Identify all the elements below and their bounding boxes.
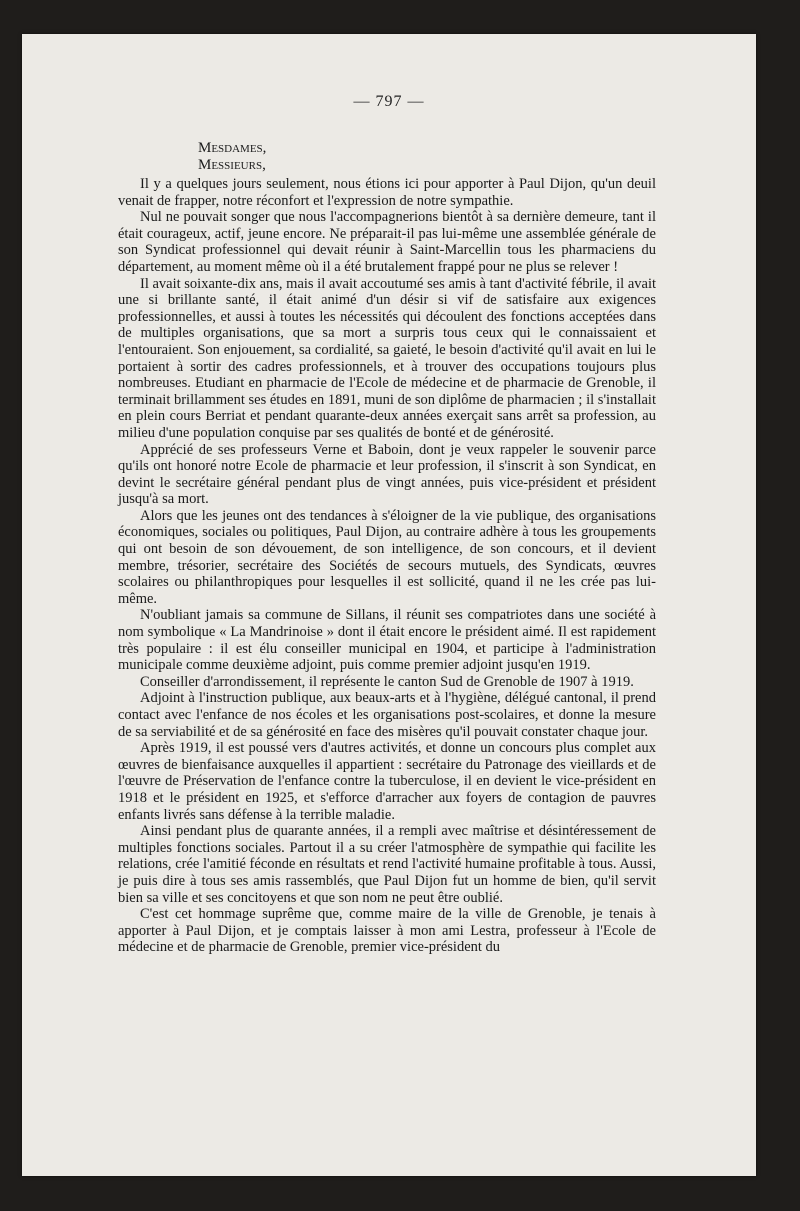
paragraph: Nul ne pouvait songer que nous l'accompagnerions bientôt à sa dernière demeure, tant il était courageux, actif, jeune encore. Ne préparait-il pas lui-même une assemblée générale de son Syndicat professionnel qui devait réunir à Saint-Marcellin tous les pharmaciens du département, au moment même où il a été brutalement frappé pour ne plus se relever !	[118, 209, 656, 275]
paragraph: Il avait soixante-dix ans, mais il avait accoutumé ses amis à tant d'activité fébrile, il avait une si brillante santé, il était animé d'un désir si vif de satisfaire aux exigences professionnelles, et aussi à toutes les nécessités qui découlent des fonctions acceptées dans de multiples organisations, que sa mort a surpris tous ceux qui le connaissaient et l'entouraient. Son enjouement, sa cordialité, sa gaieté, le besoin d'activité qu'il avait en lui le portaient à sortir des cadres professionnels, et à trouver des occupations toujours plus nombreuses. Etudiant en pharmacie de l'Ecole de médecine et de pharmacie de Grenoble, il terminait brillamment ses études en 1891, muni de son diplôme de pharmacien ; il s'installait en plein cours Berriat et pendant quarante-deux années exerçait sans arrêt sa profession, au milieu d'une population conquise par ses qualités de bonté et de générosité.	[118, 275, 656, 441]
paragraph: Apprécié de ses professeurs Verne et Baboin, dont je veux rappeler le souvenir parce qu'ils ont honoré notre Ecole de pharmacie et leur profession, il s'inscrit à son Syndicat, en devint le secrétaire général pendant plus de vingt années, puis vice-président et président jusqu'à sa mort.	[118, 441, 656, 508]
body-text	[118, 140, 656, 956]
paragraph: Alors que les jeunes ont des tendances à s'éloigner de la vie publique, des organisations économiques, sociales ou politiques, Paul Dijon, au contraire adhère à tous les groupements qui ont besoin de son dévouement, de son intelligence, de son concours, et il devient membre, trésorier, secrétaire des Sociétés de secours mutuels, des Syndicats, œuvres scolaires ou philanthropiques pour lesquelles il est sollicité, quand il ne les crée pas lui-même.	[118, 507, 656, 607]
salutation-line-1: Mesdames,	[198, 140, 267, 156]
paragraph: Après 1919, il est poussé vers d'autres activités, et donne un concours plus complet aux œuvres de bienfaisance auxquelles il appartient : secrétaire du Patronage des vieillards et de l'œuvre de Préservation de l'enfance contre la tuberculose, il en devient le vice-président en 1918 et le président en 1925, et s'efforce d'arracher aux foyers de contagion de pauvres enfants livrés sans défense à la terrible maladie.	[118, 740, 656, 823]
salutation	[198, 140, 656, 174]
paragraph: C'est cet hommage suprême que, comme maire de la ville de Grenoble, je tenais à apporter à Paul Dijon, et je comptais laisser à mon ami Lestra, professeur à l'Ecole de médecine et de pharmacie de Grenoble, premier vice-président du	[118, 906, 656, 956]
salutation-line-2: Messieurs,	[198, 157, 266, 173]
document-page	[22, 34, 756, 1176]
paragraph: Ainsi pendant plus de quarante années, il a rempli avec maîtrise et désintéressement de multiples fonctions sociales. Partout il a su créer l'atmosphère de sympathie qui facilite les relations, crée l'amitié féconde en résultats et rend l'activité humaine profitable à tous. Aussi, je puis dire à tous ses amis rassemblés, que Paul Dijon fut un homme de bien, qu'il servit bien sa ville et ses concitoyens et que son nom ne peut être oublié.	[118, 823, 656, 906]
page-number: — 797 —	[353, 93, 425, 110]
paragraph: N'oubliant jamais sa commune de Sillans, il réunit ses compatriotes dans une société à nom symbolique « La Mandrinoise » dont il était encore le président aimé. Il est rapidement très populaire : il est élu conseiller municipal en 1904, et participe à l'administration municipale comme deuxième adjoint, puis comme premier adjoint jusqu'en 1919.	[118, 607, 656, 674]
paragraph: Conseiller d'arrondissement, il représente le canton Sud de Grenoble de 1907 à 1919.	[140, 673, 634, 690]
paragraph: Il y a quelques jours seulement, nous étions ici pour apporter à Paul Dijon, qu'un deuil venait de frapper, notre réconfort et l'expression de notre sympathie.	[118, 176, 656, 209]
paragraph: Adjoint à l'instruction publique, aux beaux-arts et à l'hygiène, délégué cantonal, il prend contact avec l'enfance de nos écoles et les organisations post-scolaires, et donne la mesure de sa serviabilité et de sa générosité en face des misères qu'il pouvait constater chaque jour.	[118, 690, 656, 740]
